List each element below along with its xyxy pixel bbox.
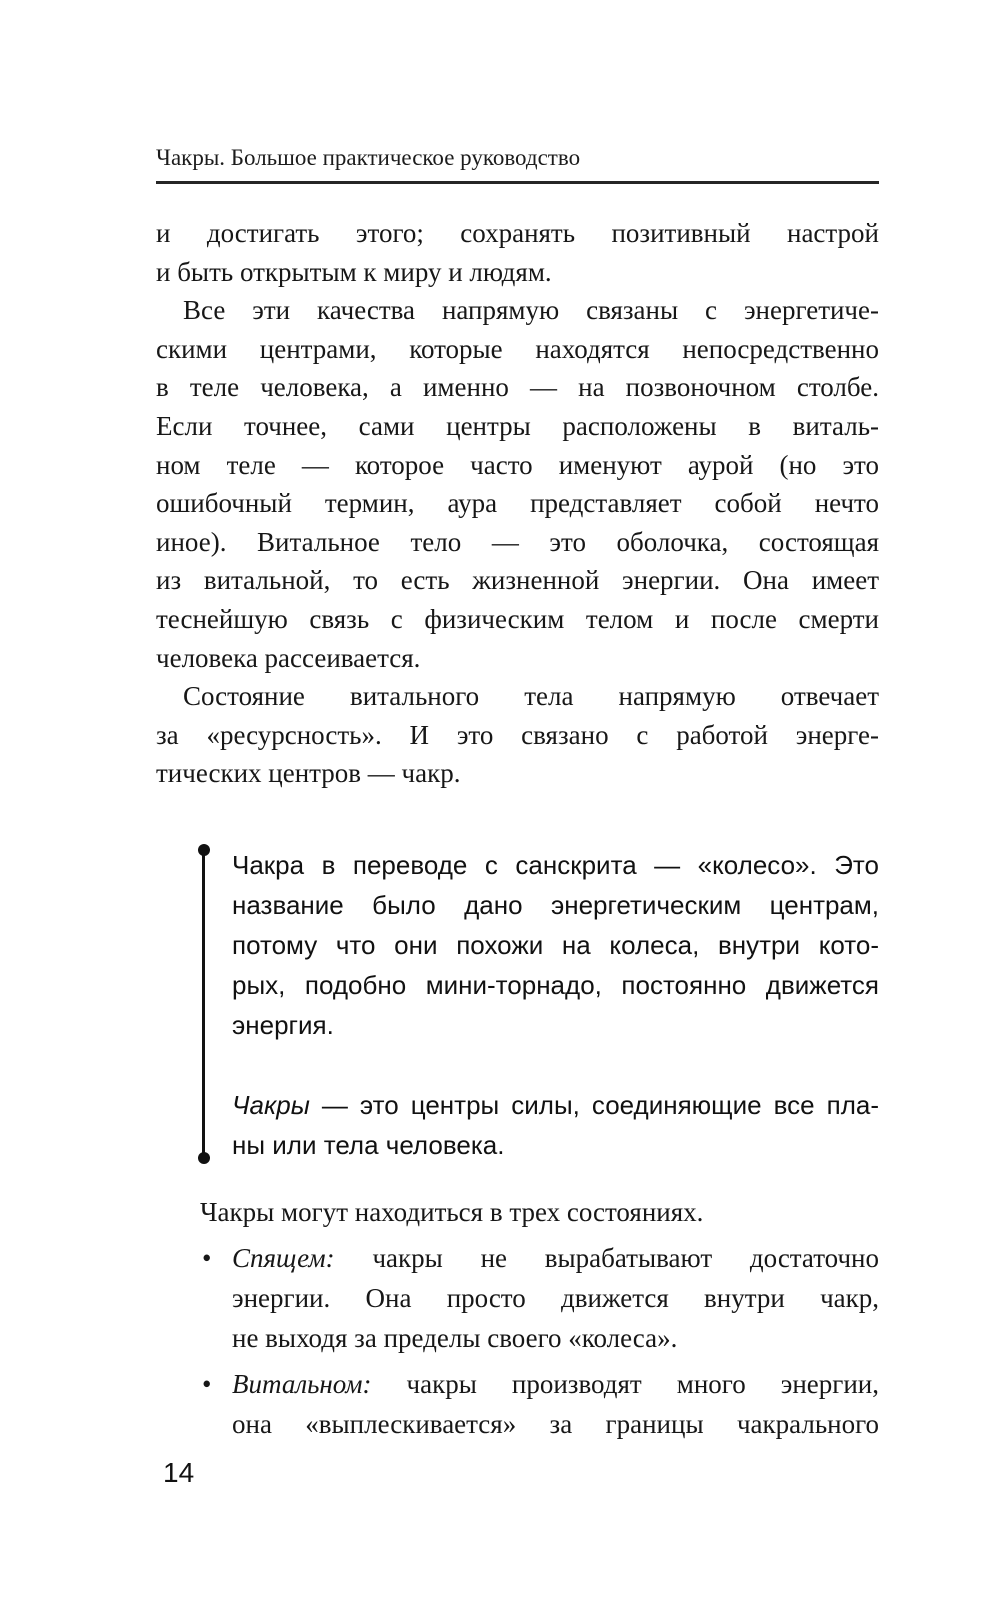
quote-block bbox=[156, 845, 879, 1165]
body-text bbox=[156, 214, 879, 793]
quote-line: рых, подобно мини-торнадо, постоянно движется bbox=[232, 970, 879, 1000]
list-intro: Чакры могут находиться в трех состояниях. bbox=[200, 1197, 704, 1227]
running-header bbox=[156, 143, 879, 184]
list-item bbox=[156, 1238, 879, 1358]
quote-line: потому что они похожи на колеса, внутри кото- bbox=[232, 930, 879, 960]
paragraph-line: тических центров — чакр. bbox=[156, 758, 461, 789]
quote-rail-line bbox=[202, 849, 205, 1159]
quote-line: энергия. bbox=[232, 1010, 334, 1040]
list-item-line: энергии. Она просто движется внутри чакр, bbox=[232, 1283, 879, 1313]
list-item-line: она «выплескивается» за границы чакрального bbox=[232, 1409, 879, 1439]
paragraph-line: Состояние витального тела напрямую отвечает bbox=[183, 681, 879, 712]
paragraph-line: человека рассеивается. bbox=[156, 642, 421, 673]
quote-paragraph-gap bbox=[232, 1045, 879, 1085]
paragraph-line: Все эти качества напрямую связаны с энергетиче- bbox=[183, 295, 879, 326]
paragraph-line: и достигать этого; сохранять позитивный настрой bbox=[156, 218, 879, 248]
list-item bbox=[156, 1364, 879, 1444]
paragraph-line: за «ресурсность». И это связано с работой энерге- bbox=[156, 719, 879, 750]
quote-line: Чакра в переводе с санскрита — «колесо». Это bbox=[232, 850, 879, 880]
paragraph-line: и быть открытым к миру и людям. bbox=[156, 256, 552, 287]
quote-line: ны или тела человека. bbox=[232, 1130, 505, 1160]
list-item-line-rest: чакры не вырабатывают достаточно bbox=[334, 1243, 879, 1273]
running-header-title: Чакры. Большое практическое руководство bbox=[156, 145, 581, 170]
paragraph-line: в теле человека, а именно — на позвоночном столбе. bbox=[156, 372, 879, 403]
paragraph-line: теснейшую связь с физическим телом и после смерти bbox=[156, 603, 879, 634]
paragraph-line: скими центрами, которые находятся непосредственно bbox=[156, 333, 879, 364]
bullet-icon: • bbox=[202, 1243, 212, 1273]
list-item-line: не выходя за пределы своего «колеса». bbox=[232, 1323, 678, 1353]
quote-line: название было дано энергетическим центрам, bbox=[232, 890, 879, 920]
chakra-states-list bbox=[156, 1192, 879, 1444]
list-item-line bbox=[232, 1364, 879, 1404]
list-item-line-rest: чакры производят много энергии, bbox=[371, 1369, 879, 1399]
paragraph-line: ошибочный термин, аура представляет собой нечто bbox=[156, 488, 879, 519]
paragraph-line: из витальной, то есть жизненной энергии. Она имеет bbox=[156, 565, 879, 596]
paragraph-line: ном теле — которое часто именуют аурой (но это bbox=[156, 449, 879, 480]
paragraph-line: иное). Витальное тело — это оболочка, состоящая bbox=[156, 526, 879, 557]
quote-line-rest: — это центры силы, соединяющие все пла- bbox=[309, 1090, 879, 1120]
state-term: Спящем: bbox=[232, 1243, 335, 1273]
state-term: Витальном: bbox=[232, 1369, 372, 1399]
quote-text bbox=[232, 845, 879, 1165]
bullet-icon: • bbox=[202, 1369, 212, 1399]
list-item-line bbox=[232, 1238, 879, 1278]
paragraph-line: Если точнее, сами центры расположены в виталь- bbox=[156, 410, 879, 441]
page-number: 14 bbox=[163, 1457, 195, 1488]
quote-line bbox=[232, 1085, 879, 1125]
quote-term: Чакры bbox=[232, 1090, 310, 1120]
